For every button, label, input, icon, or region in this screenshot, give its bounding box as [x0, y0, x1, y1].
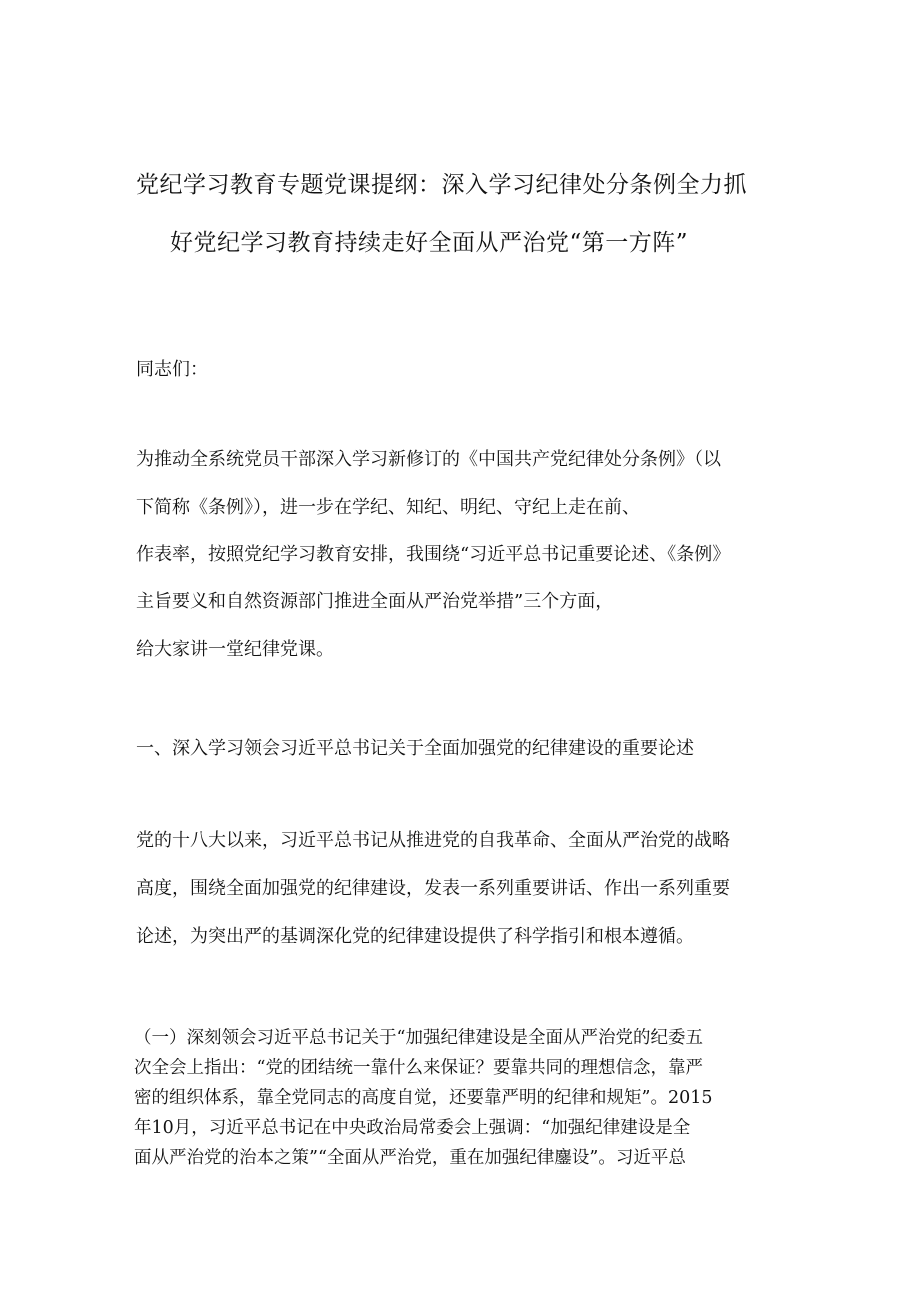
- intro-paragraph-line-2: 下简称《条例》），进一步在学纪、知纪、明纪、守纪上走在前、: [136, 497, 640, 518]
- section-1-heading: 一、深入学习领会习近平总书记关于全面加强党的纪律建设的重要论述: [136, 738, 694, 759]
- intro-paragraph-line-5: 给大家讲一堂纪律党课。: [136, 639, 334, 660]
- subsection-1-line-3: 密的组织体系，靠全党同志的高度自觉，还要靠严明的纪律和规矩”。2015: [134, 1088, 713, 1108]
- section-1-body-line-2: 高度，围绕全面加强党的纪律建设，发表一系列重要讲话、作出一系列重要: [136, 878, 730, 899]
- salutation: 同志们：: [136, 359, 208, 380]
- intro-paragraph-line-3: 作表率，按照党纪学习教育安排，我围绕“习近平总书记重要论述、《条例》: [136, 544, 731, 565]
- document-title-line-1: 党纪学习教育专题党课提纲：深入学习纪律处分条例全力抓: [136, 172, 747, 198]
- subsection-1-line-1: （一）深刻领会习近平总书记关于“加强纪律建设是全面从严治党的纪委五: [134, 1028, 703, 1048]
- section-1-body-line-3: 论述，为突出严的基调深化党的纪律建设提供了科学指引和根本遵循。: [136, 926, 694, 947]
- intro-paragraph-line-4: 主旨要义和自然资源部门推进全面从严治党举措”三个方面，: [136, 591, 614, 612]
- document-title-line-2: 好党纪学习教育持续走好全面从严治党“第一方阵”: [170, 230, 689, 256]
- section-1-body-line-1: 党的十八大以来，习近平总书记从推进党的自我革命、全面从严治党的战略: [136, 830, 730, 851]
- subsection-1-line-2: 次全会上指出：“党的团结统一靠什么来保证？要靠共同的理想信念，靠严: [134, 1058, 703, 1078]
- subsection-1-line-5: 面从严治党的治本之策”“全面从严治党，重在加强纪律鏖设”。习近平总: [134, 1148, 686, 1168]
- intro-paragraph-line-1: 为推动全系统党员干部深入学习新修订的《中国共产党纪律处分条例》（以: [136, 449, 721, 470]
- subsection-1-line-4: 年10月，习近平总书记在中央政治局常委会上强调：“加强纪律建设是全: [134, 1118, 691, 1138]
